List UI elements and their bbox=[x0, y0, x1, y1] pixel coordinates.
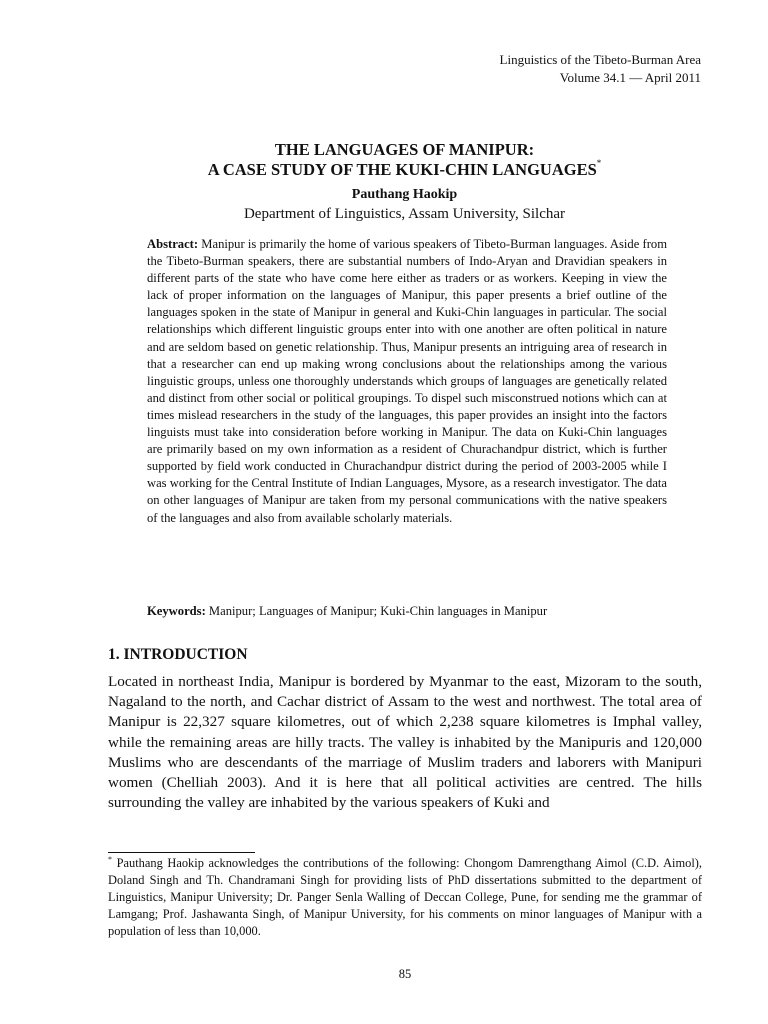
page-number: 85 bbox=[398, 967, 412, 981]
abstract-text: Manipur is primarily the home of various speakers of Tibeto-Burman languages. Aside from the Tibeto-Burman speakers, there are substantial numbers of Indo-Aryan and Dravidian speakers in different parts of the state who have come here either as traders or as workers. Keeping in view the lack of proper information on the languages of Manipur, this paper presents a brief outline of the languages spoken in the state of Manipur in general and Kuki-Chin languages in particular. The social relationships which different linguistic groups enter into with one another are often political in nature and are seldom based on genetic relationship. Thus, Manipur presents an intriguing area of research in that a researcher can end up making wrong conclusions about the relationships among the various linguistic groups, unless one thoroughly understands which groups of languages are genetically related and distinct from other social or political groupings. To dispel such misconstrued notions which can at times mislead researchers in the study of the languages, this paper provides an insight into the factors linguists must take into consideration before working in Manipur. The data on Kuki-Chin languages are primarily based on my own information as a resident of Churachandpur district, which is further supported by field work conducted in Churachandpur district during the period of 2003-2005 while I was working for the Central Institute of Indian Languages, Mysore, as a research investigator. The data on other languages of Manipur are taken from my personal communications with the native speakers of the languages and also from available scholarly materials. bbox=[147, 237, 667, 525]
paper-title bbox=[107, 140, 702, 180]
author-affiliation: Department of Linguistics, Assam University, Silchar bbox=[243, 206, 566, 222]
footnote-text: Pauthang Haokip acknowledges the contributions of the following: Chongom Damrengthang Aimol (C.D. Aimol), Doland Singh and Th. Chandramani Singh for providing lists of PhD dissertations submitted to the department of Linguistics, Manipur University; Dr. Panger Senla Walling of Deccan College, Pune, for sending me the grammar of Lamgang; Prof. Jashawanta Singh, of Manipur University, for his comments on minor languages of Manipur with a population of less than 10,000. bbox=[108, 856, 702, 938]
title-line-2 bbox=[107, 160, 702, 180]
footnote-mark: * bbox=[108, 855, 112, 864]
keywords bbox=[147, 603, 687, 620]
section-heading: 1. INTRODUCTION bbox=[108, 646, 248, 663]
abstract bbox=[147, 236, 667, 527]
section-body: Located in northeast India, Manipur is bordered by Myanmar to the east, Mizoram to the south, Nagaland to the north, and Cachar district of Assam to the west and northwest. The total area of Manipur is 22,327 square kilometres, out of which 2,238 square kilometres is Imphal valley, while the remaining areas are hilly tracts. The valley is inhabited by the Manipuris and 120,000 Muslims who are descendants of the marriage of Muslim traders and laborers with Manipuri women (Chelliah 2003). And it is here that all political activities are centred. The hills surrounding the valley are inhabited by the various speakers of Kuki and bbox=[108, 673, 702, 812]
journal-header bbox=[341, 51, 701, 87]
title-footnote-mark[interactable]: * bbox=[596, 158, 602, 168]
title-line-2-text: A CASE STUDY OF THE KUKI-CHIN LANGUAGES bbox=[207, 160, 597, 179]
footnote-divider bbox=[108, 852, 255, 853]
author-name: Pauthang Haokip bbox=[351, 187, 458, 202]
footnote bbox=[108, 855, 702, 940]
abstract-label: Abstract: bbox=[147, 237, 199, 251]
journal-volume: Volume 34.1 — April 2011 bbox=[559, 70, 701, 85]
keywords-label: Keywords: bbox=[147, 604, 206, 618]
keywords-text: Manipur; Languages of Manipur; Kuki-Chin languages in Manipur bbox=[208, 604, 548, 618]
journal-name: Linguistics of the Tibeto-Burman Area bbox=[499, 52, 701, 67]
title-line-1: THE LANGUAGES OF MANIPUR: bbox=[274, 140, 535, 159]
